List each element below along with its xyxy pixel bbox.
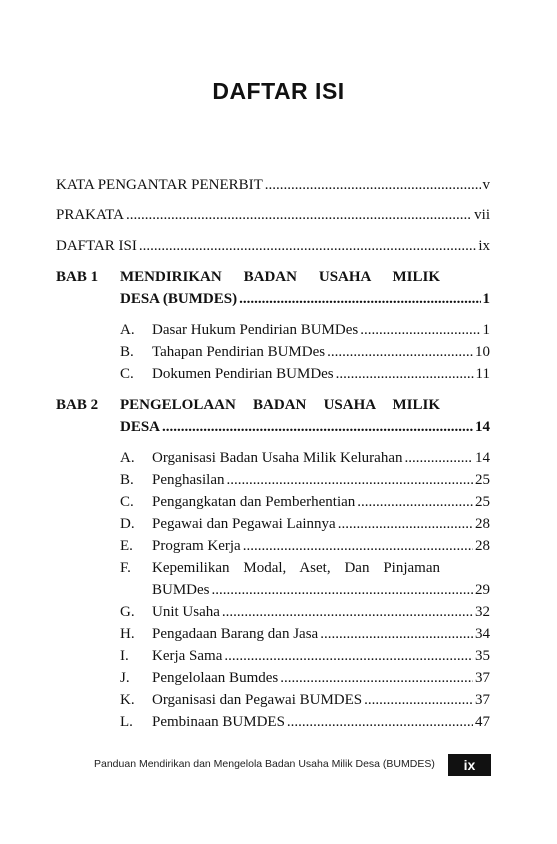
- toc-item-label: Kerja Sama: [152, 648, 223, 664]
- toc-item-page: 47: [475, 714, 490, 730]
- item-letter: A.: [120, 322, 135, 338]
- toc-item[interactable]: [152, 625, 490, 643]
- dot-leader: [162, 421, 473, 433]
- toc-entry-page: v: [482, 177, 490, 193]
- footer-book-title: Panduan Mendirikan dan Mengelola Badan Usaha Milik Desa (BUMDES): [94, 758, 435, 770]
- chapter-number: BAB 1: [56, 269, 99, 285]
- toc-item-label: Pembinaan BUMDES: [152, 714, 285, 730]
- toc-item-page: 11: [475, 366, 490, 382]
- toc-item[interactable]: [152, 647, 490, 665]
- chapter-title-continued[interactable]: [120, 418, 490, 436]
- dot-leader: [336, 368, 474, 380]
- item-letter: J.: [120, 670, 130, 686]
- chapter-page: 14: [475, 419, 490, 435]
- dot-leader: [227, 474, 474, 486]
- toc-entry-prakata[interactable]: [56, 206, 490, 224]
- toc-item-page: 28: [475, 516, 490, 532]
- toc-item-label: Pengangkatan dan Pemberhentian: [152, 494, 356, 510]
- item-letter: K.: [120, 692, 135, 708]
- toc-entry-page: ix: [478, 238, 490, 254]
- dot-leader: [126, 209, 472, 221]
- toc-item[interactable]: [152, 449, 490, 467]
- toc-item[interactable]: [152, 365, 490, 383]
- toc-item-page: 34: [475, 626, 490, 642]
- toc-item-label: Dasar Hukum Pendirian BUMDes: [152, 322, 359, 338]
- toc-item-label: Tahapan Pendirian BUMDes: [152, 344, 326, 360]
- toc-item[interactable]: [152, 713, 490, 731]
- item-letter: D.: [120, 516, 135, 532]
- dot-leader: [280, 672, 473, 684]
- item-letter: C.: [120, 494, 134, 510]
- toc-item[interactable]: [152, 321, 490, 339]
- toc-item[interactable]: [152, 515, 490, 533]
- toc-item-page: 37: [475, 692, 490, 708]
- toc-item-page: 29: [475, 582, 490, 598]
- toc-item[interactable]: [152, 581, 490, 599]
- chapter-page: 1: [482, 291, 490, 307]
- dot-leader: [405, 452, 474, 464]
- toc-item[interactable]: [152, 669, 490, 687]
- page-title: DAFTAR ISI: [212, 78, 345, 104]
- footer-page-number: ix: [448, 754, 491, 776]
- chapter-title-line2: DESA: [120, 419, 161, 435]
- toc-item[interactable]: [152, 493, 490, 511]
- toc-item-label: Pengadaan Barang dan Jasa: [152, 626, 319, 642]
- dot-leader: [338, 518, 473, 530]
- chapter-title-line2: DESA (BUMDES): [120, 291, 238, 307]
- chapter-title[interactable]: MENDIRIKAN BADAN USAHA MILIK: [120, 269, 440, 285]
- dot-leader: [222, 606, 473, 618]
- toc-item-label: BUMDes: [152, 582, 210, 598]
- item-letter: G.: [120, 604, 135, 620]
- toc-item[interactable]: [152, 537, 490, 555]
- item-letter: C.: [120, 366, 134, 382]
- toc-item-label: Unit Usaha: [152, 604, 220, 620]
- toc-item-label: Pengelolaan Bumdes: [152, 670, 279, 686]
- toc-item[interactable]: [152, 471, 490, 489]
- item-letter: B.: [120, 344, 134, 360]
- item-letter: B.: [120, 472, 134, 488]
- item-letter: H.: [120, 626, 135, 642]
- toc-item-page: 35: [475, 648, 490, 664]
- dot-leader: [320, 628, 473, 640]
- toc-entry-label: DAFTAR ISI: [56, 238, 137, 254]
- toc-item[interactable]: [152, 691, 490, 709]
- toc-item-page: 25: [475, 472, 490, 488]
- chapter-title[interactable]: PENGELOLAAN BADAN USAHA MILIK: [120, 397, 440, 413]
- toc-item-page: 37: [475, 670, 490, 686]
- toc-item-page: 1: [482, 322, 490, 338]
- dot-leader: [364, 694, 473, 706]
- item-letter: E.: [120, 538, 133, 554]
- toc-item-label: Organisasi dan Pegawai BUMDES: [152, 692, 363, 708]
- toc-item[interactable]: [152, 603, 490, 621]
- toc-item-label: Penghasilan: [152, 472, 225, 488]
- dot-leader: [224, 650, 473, 662]
- item-letter: L.: [120, 714, 133, 730]
- toc-item-page: 32: [475, 604, 490, 620]
- item-letter: I.: [120, 648, 129, 664]
- dot-leader: [327, 346, 473, 358]
- item-letter: F.: [120, 560, 131, 576]
- item-letter: A.: [120, 450, 135, 466]
- toc-item-label: Dokumen Pendirian BUMDes: [152, 366, 334, 382]
- toc-entry-kata-pengantar[interactable]: [56, 176, 490, 194]
- dot-leader: [212, 584, 473, 596]
- toc-entry-daftar-isi[interactable]: [56, 237, 490, 255]
- toc-item-label-line1[interactable]: Kepemilikan Modal, Aset, Dan Pinjaman: [152, 560, 440, 576]
- toc-item-page: 14: [475, 450, 490, 466]
- toc-entry-label: PRAKATA: [56, 207, 124, 223]
- chapter-title-continued[interactable]: [120, 290, 490, 308]
- dot-leader: [139, 240, 476, 252]
- toc-item[interactable]: [152, 343, 490, 361]
- dot-leader: [239, 293, 480, 305]
- dot-leader: [243, 540, 473, 552]
- dot-leader: [287, 716, 473, 728]
- chapter-number: BAB 2: [56, 397, 99, 413]
- dot-leader: [360, 324, 480, 336]
- toc-item-label: Organisasi Badan Usaha Milik Kelurahan: [152, 450, 403, 466]
- toc-item-page: 10: [475, 344, 490, 360]
- toc-entry-label: KATA PENGANTAR PENERBIT: [56, 177, 263, 193]
- dot-leader: [357, 496, 473, 508]
- toc-item-page: 25: [475, 494, 490, 510]
- toc-entry-page: vii: [474, 207, 490, 223]
- toc-item-label: Program Kerja: [152, 538, 241, 554]
- toc-item-page: 28: [475, 538, 490, 554]
- toc-item-label: Pegawai dan Pegawai Lainnya: [152, 516, 336, 532]
- dot-leader: [265, 179, 481, 191]
